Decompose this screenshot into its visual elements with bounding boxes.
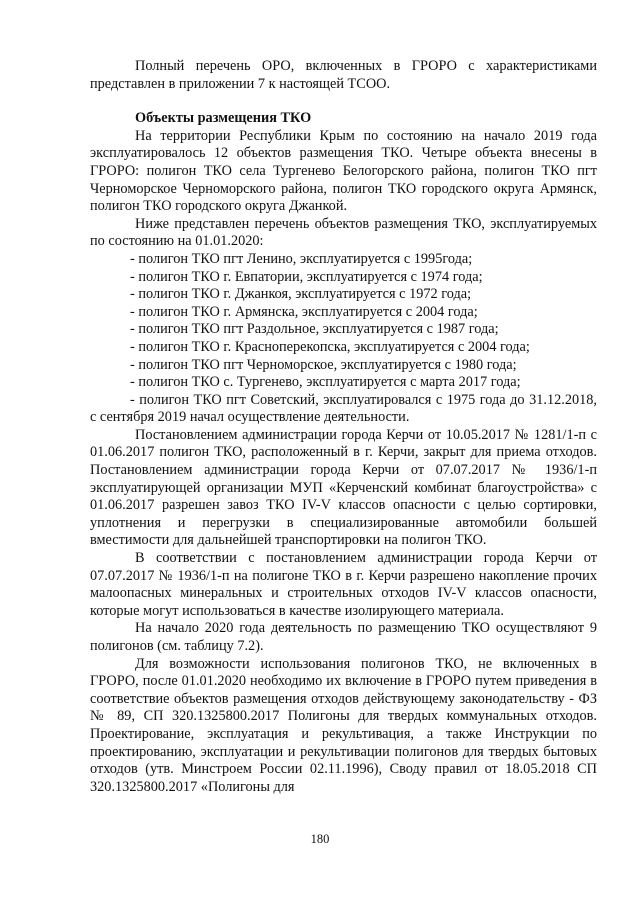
section-heading: Объекты размещения ТКО bbox=[135, 110, 312, 127]
list-item: - полигон ТКО пгт Черноморское, эксплуатируется с 1980 года; bbox=[130, 356, 517, 373]
list-item: - полигон ТКО пгт Советский, эксплуатировался с 1975 года до 31.12.2018, с сентября 2019 начал осуществление деятельности. bbox=[90, 391, 597, 426]
paragraph-list-intro: Ниже представлен перечень объектов размещения ТКО, эксплуатируемых по состоянию на 01.01.2020: bbox=[90, 215, 597, 250]
paragraph-groro-inclusion: Для возможности использования полигонов ТКО, не включенных в ГРОРО, после 01.01.2020 необходимо их включение в ГРОРО путем приведения в соответствие объектов размещения отходов действующему законодательству - ФЗ № 89, СП 320.1325800.2017 Полигоны для твердых коммунальных отходов. Проектирование, эксплуатация и рекультивация, а также Инструкции по проектированию, эксплуатации и рекультивации полигонов для твердых бытовых отходов (утв. Минстроем России 02.11.1996), Своду правил от 18.05.2018 СП 320.1325800.2017 «Полигоны для bbox=[90, 655, 597, 795]
paragraph-landfills-2020: На начало 2020 года деятельность по размещению ТКО осуществляют 9 полигонов (см. таблицу 7.2). bbox=[90, 620, 597, 654]
list-item: - полигон ТКО пгт Раздольное, эксплуатируется с 1987 года; bbox=[130, 321, 499, 338]
list-item: - полигон ТКО с. Тургенево, эксплуатируется с марта 2017 года; bbox=[130, 374, 521, 391]
page-number: 180 bbox=[310, 832, 330, 846]
paragraph-landfills-2019: На территории Республики Крым по состоянию на начало 2019 года эксплуатировалось 12 объектов размещения ТКО. Четыре объекта внесены в ГРОРО: полигон ТКО села Тургенево Белогорского района, полигон ТКО пгт Черноморское Черноморского района, полигон ТКО городского округа Армянск, полигон ТКО городского округа Джанкой. bbox=[90, 127, 597, 215]
list-item: - полигон ТКО г. Джанкоя, эксплуатируется с 1972 года; bbox=[130, 286, 472, 303]
intro-paragraph: Полный перечень ОРО, включенных в ГРОРО с характеристиками представлен в приложении 7 к настоящей ТСОО. bbox=[90, 58, 597, 92]
landfill-list bbox=[90, 251, 597, 427]
paragraph-spacer bbox=[90, 93, 597, 110]
paragraph-kerch-accumulation: В соответствии с постановлением администрации города Керчи от 07.07.2017 № 1936/1-п на полигоне ТКО в г. Керчи разрешено накопление прочих малоопасных минеральных и строительных отходов IV-V классов опасности, которые могут использоваться в качестве изолирующего материала. bbox=[90, 550, 597, 619]
list-item: - полигон ТКО г. Красноперекопска, эксплуатируется с 2004 года; bbox=[130, 338, 530, 355]
paragraph-kerch-decree: Постановлением администрации города Керчи от 10.05.2017 № 1281/1-п с 01.06.2017 полигон ТКО, расположенный в г. Керчи, закрыт для приема отходов. Постановлением администрации города Керчи от 07.07.2017 № 1936/1-п эксплуатирующей организации МУП «Керченский комбинат благоустройства» с 01.06.2017 разрешен завоз ТКО IV-V классов опасности с целью сортировки, уплотнения и перегрузки в специализированные автомобили большей вместимости для дальнейшей транспортировки на полигон ТКО. bbox=[90, 426, 597, 549]
list-item: - полигон ТКО г. Евпатории, эксплуатируется с 1974 года; bbox=[130, 268, 483, 285]
document-body bbox=[90, 58, 597, 796]
list-item: - полигон ТКО пгт Ленино, эксплуатируется с 1995года; bbox=[130, 250, 473, 267]
list-item: - полигон ТКО г. Армянска, эксплуатируется с 2004 года; bbox=[130, 303, 478, 320]
